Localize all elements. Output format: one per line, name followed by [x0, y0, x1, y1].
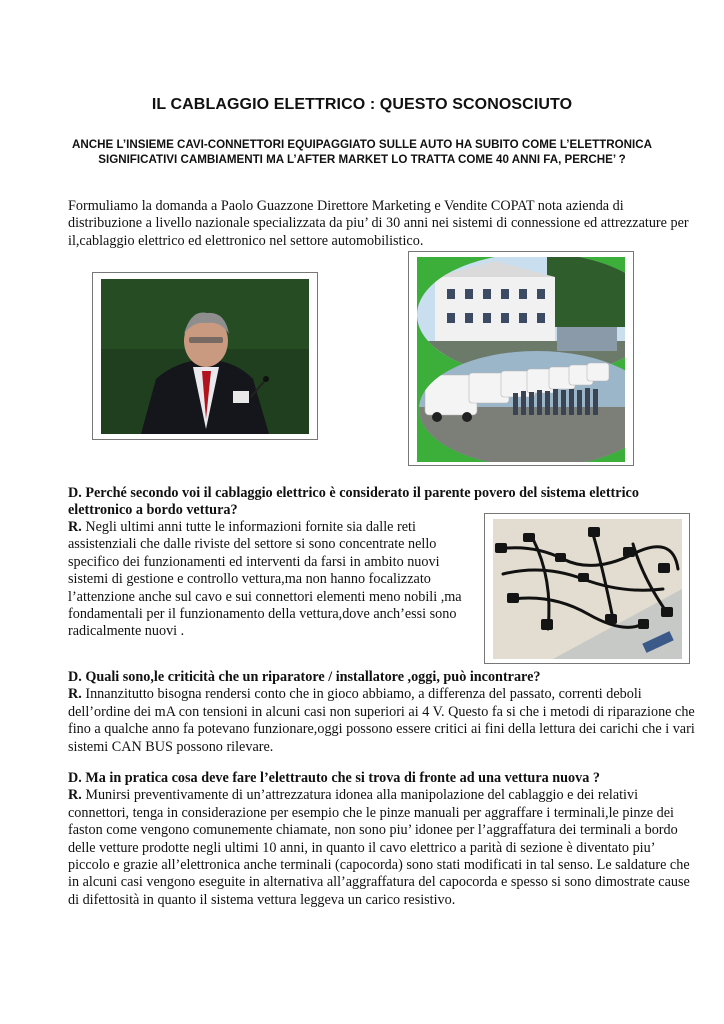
building-illustration [417, 257, 625, 462]
harness-illustration [493, 519, 682, 659]
article-title: IL CABLAGGIO ELETTRICO : QUESTO SCONOSCIUTO [151, 96, 573, 113]
qa-block-2 [68, 669, 698, 756]
intro-paragraph: Formuliamo la domanda a Paolo Guazzone Direttore Marketing e Vendite COPAT nota azienda di distribuzione a livello nazionale specializzata da piu’ di 30 anni nei sistemi di connessione ed attrezzature per il,cablaggio elettrico ed elettronico nel settore automobilistico. [68, 198, 689, 249]
subtitle-line-1: ANCHE L’INSIEME CAVI-CONNETTORI EQUIPAGGIATO SULLE AUTO HA SUBITO COME L’ELETTRONICA [72, 138, 652, 151]
article-subtitle [40, 137, 684, 167]
qa-block-3 [68, 770, 698, 909]
answer-3-text: Munirsi preventivamente di un’attrezzatura idonea alla manipolazione del cablaggio e dei relativi connettori, tenga in considerazione per esempio che le pinze manuali per aggraffare i terminali,le pinze dei faston come vengono comunemente chiamate, non sono piu’ idonee per l’aggraffatura dei terminali a bordo delle vetture prodotte negli ultimi 10 anni, in quanto il cavo elettrico a parità di sezione è diventato piu’ piccolo e grazie all’elettronica anche terminali (capocorda) sono stati modificati in tal senso. Le saldature che in alcuni casi vengono eseguite in alternativa all’aggraffatura del capocorda e spesso si sono dimostrate cause di difettosità in quanto il sistema vettura leggeva un carico resistivo. [68, 787, 690, 908]
subtitle-line-2: SIGNIFICATIVI CAMBIAMENTI MA L’AFTER MARKET LO TRATTA COME 40 ANNI FA, PERCHE’ ? [98, 153, 626, 166]
speaker-illustration [101, 279, 309, 434]
question-3: D. Ma in pratica cosa deve fare l’elettrauto che si trova di fronte ad una vettura nuova ? [68, 770, 600, 786]
answer-1 [68, 519, 468, 641]
answer-1-text: Negli ultimi anni tutte le informazioni fornite sia dalle reti assistenziali che dalle riviste del settore si sono concentrate nello specifico dei funzionamenti ed interventi da farsi in ambito nuovi sistemi di gestione e controllo vettura,ma non hanno focalizzato l’attenzione anche sul cavo e sui connettori elementi meno nobili ,ma fondamentali per il funzionamento della vettura,dove anch’essi sono radicalmente nuovi . [68, 519, 462, 640]
question-2: D. Quali sono,le criticità che un riparatore / installatore ,oggi, può incontrare? [68, 669, 541, 685]
answer-3-label: R. [68, 787, 82, 804]
answer-2-text: Innanzitutto bisogna rendersi conto che in gioco abbiamo, a differenza del passato, correnti deboli dell’ordine dei mA con tensioni in alcuni casi non superiori ai 4 V. Questo fa si che i metodi di riparazione che fino a qualche anno fa potevano funzionare,oggi possono essere critici ai fini della lettura dei carichi che i vari sistemi CAN BUS possono rilevare. [68, 686, 695, 755]
answer-2-label: R. [68, 686, 82, 703]
company-building-photo [408, 251, 634, 466]
wiring-harness-photo [484, 513, 690, 664]
question-1: D. Perché secondo voi il cablaggio elettrico è considerato il parente povero del sistema elettrico elettronico a bordo vettura? [68, 485, 639, 519]
answer-1-label: R. [68, 519, 82, 535]
speaker-photo [92, 272, 318, 440]
